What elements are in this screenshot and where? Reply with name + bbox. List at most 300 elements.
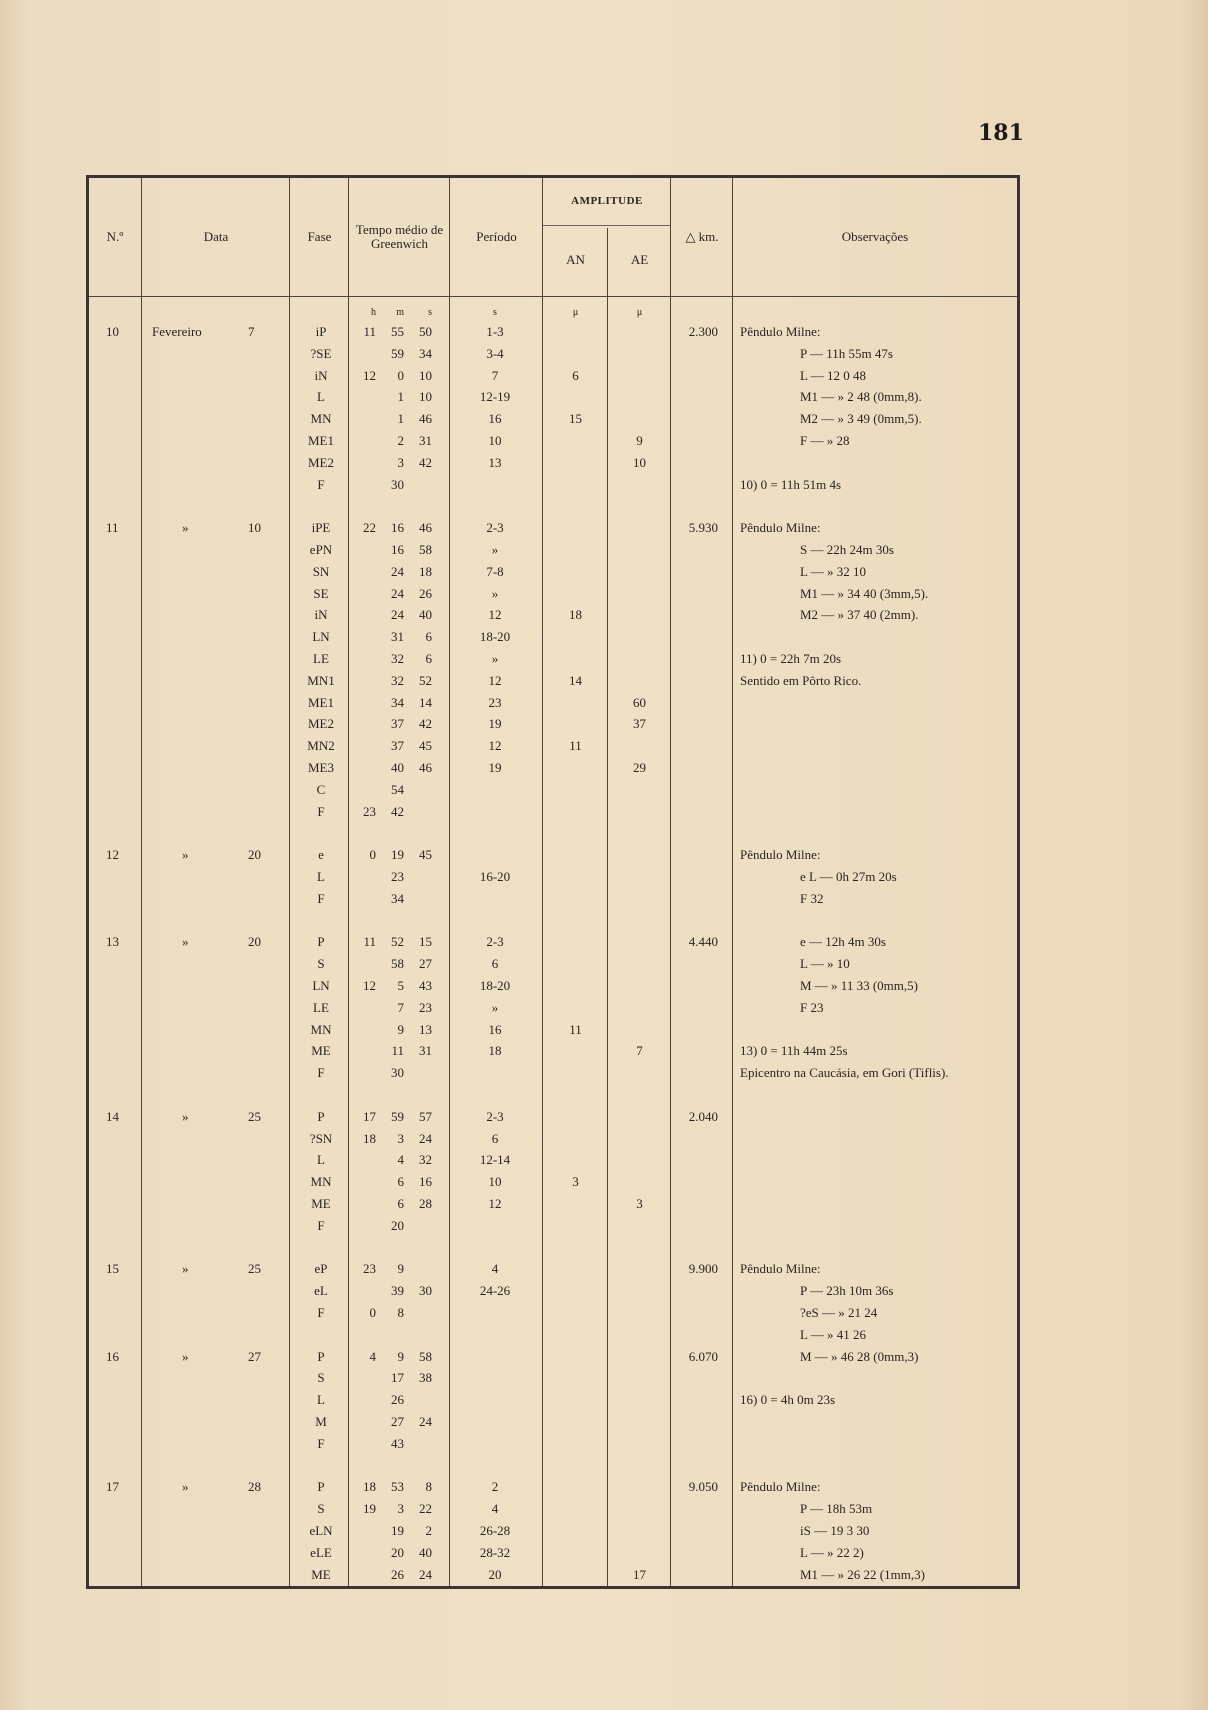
time-gmt (352, 888, 448, 910)
date-day: 20 (248, 847, 261, 863)
observation: P — 11h 55m 47s (800, 345, 893, 361)
entry-number: 16 (106, 1348, 119, 1364)
entry-number: 17 (106, 1479, 119, 1495)
period: 7 (491, 367, 499, 383)
time-minute: 42 (391, 803, 404, 819)
time-hour: 23 (363, 1261, 376, 1277)
phase: S (317, 1501, 325, 1517)
entry-number: 14 (106, 1108, 119, 1124)
time-hour: 0 (369, 847, 376, 863)
time-second: 8 (425, 1479, 432, 1495)
time-minute: 43 (391, 1435, 404, 1451)
period: 26-28 (479, 1523, 511, 1538)
time-gmt (352, 1149, 448, 1171)
phase: e (318, 847, 324, 863)
time-gmt (352, 953, 448, 975)
entry-number: 10 (106, 324, 119, 339)
time-minute: 9 (397, 1261, 404, 1277)
time-hour: 19 (363, 1501, 376, 1517)
phase: P (317, 1479, 325, 1495)
time-hour: 0 (369, 1305, 376, 1320)
observation: P — 23h 10m 36s (800, 1283, 894, 1299)
period: 12-14 (479, 1152, 511, 1168)
period: 12 (488, 1196, 502, 1211)
time-gmt (352, 1411, 448, 1433)
phase: MN (310, 1021, 332, 1037)
date-month: » (182, 1108, 189, 1124)
phase: SE (313, 585, 329, 601)
period: » (491, 585, 499, 601)
phase: LE (313, 999, 329, 1015)
distance-km: 2.040 (688, 1108, 718, 1124)
time-minute: 54 (391, 781, 404, 797)
distance-km: 2.300 (688, 324, 718, 339)
time-gmt (352, 670, 448, 692)
time-minute: 59 (391, 1108, 404, 1124)
time-gmt (352, 408, 448, 430)
phase: S (317, 1370, 325, 1386)
phase: P (317, 1108, 325, 1124)
phase: ME (311, 1566, 331, 1582)
time-hour: 17 (363, 1108, 376, 1124)
time-gmt (352, 1346, 448, 1368)
time-gmt (352, 1040, 448, 1062)
time-hour: 22 (363, 520, 376, 536)
period: 2-3 (486, 934, 504, 950)
page-number: 181 (978, 120, 1024, 146)
observation: Pêndulo Milne: (740, 1261, 821, 1277)
amplitude-n: 3 (572, 1174, 579, 1190)
observation: S — 22h 24m 30s (800, 542, 894, 557)
time-minute: 16 (391, 542, 404, 557)
time-second: 18 (419, 563, 432, 579)
time-minute: 11 (391, 1043, 404, 1059)
date-day: 20 (248, 934, 261, 950)
date-day: 25 (248, 1108, 261, 1124)
unit-s: s (428, 307, 432, 318)
phase: ePN (309, 542, 333, 557)
time-second: 16 (419, 1174, 432, 1190)
time-minute: 30 (391, 476, 404, 492)
time-gmt (352, 844, 448, 866)
time-minute: 1 (397, 389, 404, 405)
time-gmt (352, 604, 448, 626)
phase: ME (311, 1043, 331, 1059)
observation: F 32 (800, 890, 824, 906)
period: 13 (488, 454, 502, 470)
amplitude-e: 17 (633, 1566, 646, 1582)
time-minute: 37 (391, 716, 404, 732)
phase: MN (310, 411, 332, 427)
period: 18-20 (479, 978, 511, 993)
header-an: AN (566, 252, 585, 267)
time-second: 57 (419, 1108, 432, 1124)
phase: ME (311, 1196, 331, 1211)
time-second: 46 (419, 760, 432, 775)
time-minute: 17 (391, 1370, 404, 1386)
phase: P (317, 1348, 325, 1364)
time-second: 58 (419, 542, 432, 557)
amplitude-n: 11 (569, 1021, 582, 1037)
observation: M — » 11 33 (0mm,5) (800, 978, 918, 993)
period: 10 (488, 1174, 502, 1190)
time-minute: 3 (397, 454, 404, 470)
time-gmt (352, 997, 448, 1019)
time-gmt (352, 801, 448, 823)
phase: F (317, 1435, 325, 1451)
time-gmt (352, 365, 448, 387)
date-day: 28 (248, 1479, 261, 1495)
period: 4 (491, 1501, 499, 1517)
time-minute: 9 (397, 1021, 404, 1037)
time-hour: 12 (363, 978, 376, 993)
time-minute: 19 (391, 847, 404, 863)
time-gmt (352, 561, 448, 583)
time-second: 23 (419, 999, 432, 1015)
period: 24-26 (479, 1283, 511, 1299)
time-second: 24 (419, 1414, 432, 1429)
time-gmt (352, 1389, 448, 1411)
period: 3-4 (486, 345, 504, 361)
observation: 10) 0 = 11h 51m 4s (740, 476, 842, 492)
unit-an: μ (572, 307, 579, 318)
time-gmt (352, 1193, 448, 1215)
time-minute: 34 (391, 694, 404, 710)
col-divider (732, 178, 733, 1586)
distance-km: 6.070 (688, 1348, 718, 1364)
period: 23 (488, 694, 502, 710)
distance-km: 4.440 (688, 934, 718, 950)
phase: L (317, 1392, 325, 1408)
observation: iS — 19 3 30 (800, 1523, 870, 1538)
period: 12 (488, 738, 502, 754)
observation: F — » 28 (800, 433, 850, 448)
period: 16-20 (479, 869, 511, 884)
time-minute: 20 (391, 1217, 404, 1233)
phase: F (317, 890, 325, 906)
observation: L — » 10 (800, 956, 850, 972)
time-gmt (352, 517, 448, 539)
time-second: 26 (419, 585, 432, 601)
observation: ?eS — » 21 24 (800, 1305, 878, 1320)
time-second: 40 (419, 607, 432, 623)
phase: M (315, 1414, 327, 1429)
phase: ME2 (308, 454, 334, 470)
header-no: N.º (106, 229, 124, 244)
header-separator (89, 296, 1017, 297)
observation: e L — 0h 27m 20s (800, 869, 897, 884)
time-gmt (352, 474, 448, 496)
amplitude-n: 14 (569, 672, 582, 688)
observation: L — 12 0 48 (800, 367, 866, 383)
phase: C (316, 781, 326, 797)
phase: ME1 (308, 433, 334, 448)
time-gmt (352, 583, 448, 605)
time-gmt (352, 1128, 448, 1150)
phase: F (317, 1065, 325, 1081)
time-second: 52 (419, 672, 432, 688)
date-month: » (182, 1348, 189, 1364)
period: 19 (488, 716, 502, 732)
date-month: Fevereiro (152, 324, 202, 339)
time-gmt (352, 866, 448, 888)
time-second: 28 (419, 1196, 432, 1211)
observation: Epicentro na Caucásia, em Gori (Tiflis). (740, 1065, 949, 1081)
observation: M1 — » 26 22 (1mm,3) (800, 1566, 925, 1582)
time-gmt (352, 713, 448, 735)
time-second: 32 (419, 1152, 432, 1168)
amplitude-n: 15 (569, 411, 582, 427)
phase: eLE (310, 1544, 332, 1560)
time-hour: 18 (363, 1479, 376, 1495)
phase: MN (310, 1174, 332, 1190)
phase: S (317, 956, 325, 972)
time-gmt (352, 1258, 448, 1280)
time-gmt (352, 321, 448, 343)
observation: Sentido em Pôrto Rico. (740, 672, 862, 688)
time-gmt (352, 626, 448, 648)
time-gmt (352, 452, 448, 474)
amplitude-n: 11 (569, 738, 582, 754)
observation: M2 — » 3 49 (0mm,5). (800, 411, 922, 427)
period: 16 (488, 411, 502, 427)
period: » (491, 999, 499, 1015)
time-second: 42 (419, 716, 432, 732)
observation: M1 — » 2 48 (0mm,8). (800, 389, 922, 405)
header-data: Data (203, 229, 229, 244)
amplitude-e: 37 (633, 716, 646, 732)
time-minute: 59 (391, 345, 404, 361)
entry-number: 15 (106, 1261, 119, 1277)
time-second: 31 (419, 433, 432, 448)
period: » (491, 651, 499, 666)
amplitude-separator (543, 225, 670, 226)
time-minute: 52 (391, 934, 404, 950)
time-gmt (352, 1280, 448, 1302)
date-day: 25 (248, 1261, 261, 1277)
period: 12 (488, 672, 502, 688)
time-second: 13 (419, 1021, 432, 1037)
col-divider (542, 178, 543, 1586)
time-gmt (352, 648, 448, 670)
amplitude-e: 9 (636, 433, 643, 448)
header-fase: Fase (307, 229, 332, 244)
phase: LN (312, 629, 330, 645)
time-second: 40 (419, 1544, 432, 1560)
time-minute: 24 (391, 585, 404, 601)
time-minute: 26 (391, 1392, 404, 1408)
date-month: » (182, 847, 189, 863)
observation: L — » 32 10 (800, 563, 866, 579)
amplitude-n: 18 (569, 607, 582, 623)
time-minute: 24 (391, 563, 404, 579)
distance-km: 5.930 (688, 520, 718, 536)
period: 12 (488, 607, 502, 623)
time-second: 30 (419, 1283, 432, 1299)
observation: P — 18h 53m (800, 1501, 873, 1517)
time-gmt (352, 1019, 448, 1041)
time-gmt (352, 1062, 448, 1084)
phase: MN1 (307, 672, 335, 688)
time-gmt (352, 1171, 448, 1193)
phase: ME2 (308, 716, 334, 732)
time-gmt (352, 1476, 448, 1498)
time-minute: 19 (391, 1523, 404, 1538)
time-minute: 40 (391, 760, 404, 775)
time-minute: 0 (397, 367, 404, 383)
time-second: 14 (419, 694, 432, 710)
time-hour: 11 (363, 324, 376, 339)
time-minute: 1 (397, 411, 404, 427)
time-gmt (352, 1564, 448, 1586)
period: 18-20 (479, 629, 511, 645)
header-tempo: Tempo médio de Greenwich (355, 222, 444, 251)
time-hour: 18 (363, 1130, 376, 1146)
amplitude-n: 6 (572, 367, 579, 383)
amplitude-e: 10 (633, 454, 646, 470)
time-minute: 9 (397, 1348, 404, 1364)
phase: F (317, 803, 325, 819)
header-km: △ km. (685, 229, 719, 244)
phase: iPE (311, 520, 331, 536)
amplitude-e: 7 (636, 1043, 643, 1059)
time-hour: 4 (369, 1348, 376, 1364)
time-minute: 6 (397, 1174, 404, 1190)
distance-km: 9.050 (688, 1479, 718, 1495)
phase: P (317, 934, 325, 950)
phase: ME3 (308, 760, 334, 775)
phase: LE (313, 651, 329, 666)
phase: iN (314, 367, 328, 383)
phase: ?SN (309, 1130, 333, 1146)
phase: SN (312, 563, 330, 579)
time-hour: 23 (363, 803, 376, 819)
time-second: 45 (419, 738, 432, 754)
period: 4 (491, 1261, 499, 1277)
time-gmt (352, 975, 448, 997)
period: 6 (491, 1130, 499, 1146)
time-gmt (352, 1215, 448, 1237)
time-gmt (352, 1542, 448, 1564)
observation: 13) 0 = 11h 44m 25s (740, 1043, 848, 1059)
time-second: 2 (425, 1523, 432, 1538)
time-minute: 37 (391, 738, 404, 754)
phase: F (317, 1305, 325, 1320)
time-second: 24 (419, 1130, 432, 1146)
time-second: 46 (419, 520, 432, 536)
phase: L (317, 869, 325, 884)
date-month: » (182, 1261, 189, 1277)
observation: 11) 0 = 22h 7m 20s (740, 651, 842, 666)
unit-h: h (371, 307, 376, 318)
observation: e — 12h 4m 30s (800, 934, 886, 950)
time-gmt (352, 1433, 448, 1455)
period: 10 (488, 433, 502, 448)
period: 12-19 (479, 389, 511, 405)
observation: Pêndulo Milne: (740, 324, 821, 339)
unit-periodo: s (493, 307, 497, 318)
time-second: 46 (419, 411, 432, 427)
observation: F 23 (800, 999, 824, 1015)
time-gmt (352, 430, 448, 452)
col-divider (607, 228, 608, 1586)
time-gmt (352, 735, 448, 757)
phase: LN (312, 978, 330, 993)
time-minute: 32 (391, 672, 404, 688)
time-hour: 11 (363, 934, 376, 950)
phase: eL (314, 1283, 328, 1299)
period: 2 (491, 1479, 499, 1495)
period: 2-3 (486, 520, 504, 536)
time-second: 38 (419, 1370, 432, 1386)
period: 20 (488, 1566, 502, 1582)
period: 28-32 (479, 1544, 511, 1560)
time-gmt (352, 1302, 448, 1324)
col-divider (289, 178, 290, 1586)
time-minute: 8 (397, 1305, 404, 1320)
time-second: 42 (419, 454, 432, 470)
header-amplitude: AMPLITUDE (571, 195, 643, 207)
time-second: 24 (419, 1566, 432, 1582)
period: 6 (491, 956, 499, 972)
time-minute: 3 (397, 1130, 404, 1146)
time-minute: 20 (391, 1544, 404, 1560)
entry-number: 11 (106, 520, 119, 536)
unit-ae: μ (636, 307, 643, 318)
entry-number: 13 (106, 934, 119, 950)
date-month: » (182, 934, 189, 950)
observation: 16) 0 = 4h 0m 23s (740, 1392, 836, 1408)
header-ae: AE (630, 252, 649, 267)
time-gmt (352, 757, 448, 779)
time-gmt (352, 931, 448, 953)
unit-m: m (396, 307, 404, 318)
observation: M — » 46 28 (0mm,3) (800, 1348, 919, 1364)
date-month: » (182, 520, 189, 536)
date-day: 10 (248, 520, 261, 536)
observation: Pêndulo Milne: (740, 847, 821, 863)
time-minute: 3 (397, 1501, 404, 1517)
time-minute: 4 (397, 1152, 404, 1168)
observation: Pêndulo Milne: (740, 520, 821, 536)
time-minute: 27 (391, 1414, 404, 1429)
time-second: 34 (419, 345, 432, 361)
time-second: 15 (419, 934, 432, 950)
col-divider (141, 178, 142, 1586)
period: 1-3 (486, 324, 504, 339)
time-gmt (352, 692, 448, 714)
phase: MN2 (307, 738, 335, 754)
time-minute: 5 (397, 978, 404, 993)
col-divider (670, 178, 671, 1586)
time-second: 43 (419, 978, 432, 993)
time-gmt (352, 539, 448, 561)
amplitude-e: 60 (633, 694, 646, 710)
phase: ME1 (308, 694, 334, 710)
header-observacoes: Observações (841, 229, 909, 244)
period: 2-3 (486, 1108, 504, 1124)
time-minute: 7 (397, 999, 404, 1015)
time-minute: 58 (391, 956, 404, 972)
time-gmt (352, 386, 448, 408)
header-periodo: Período (476, 229, 517, 244)
phase: F (317, 476, 325, 492)
observation: M2 — » 37 40 (2mm). (800, 607, 919, 623)
period: 16 (488, 1021, 502, 1037)
time-gmt (352, 343, 448, 365)
time-minute: 26 (391, 1566, 404, 1582)
time-second: 31 (419, 1043, 432, 1059)
